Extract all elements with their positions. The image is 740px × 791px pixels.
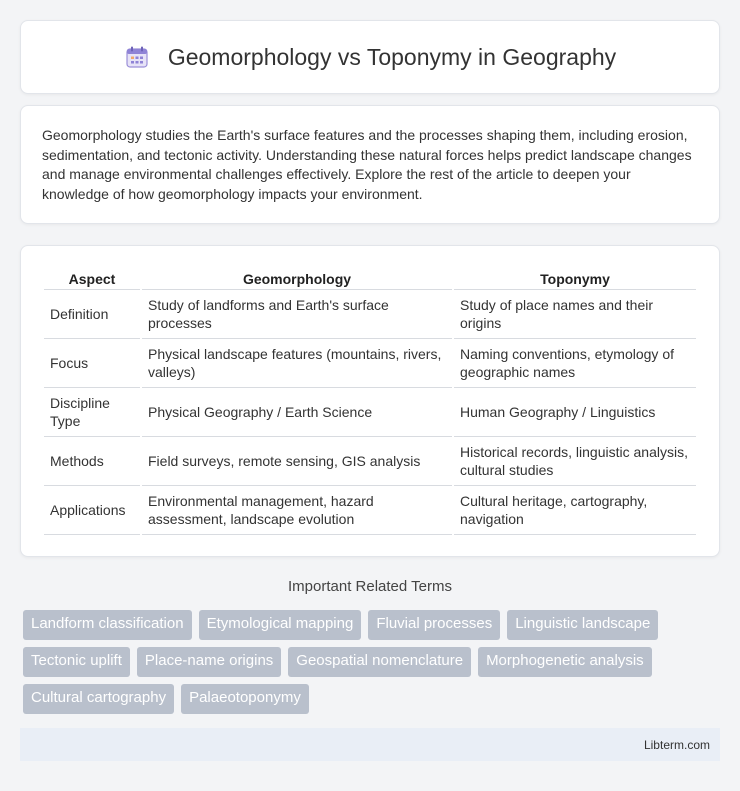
table-row bbox=[44, 437, 696, 486]
table-row bbox=[44, 388, 696, 437]
table-cell: Environmental management, hazard assessment, landscape evolution bbox=[142, 486, 452, 535]
intro-card bbox=[20, 105, 720, 224]
table-row bbox=[44, 339, 696, 388]
comparison-table bbox=[42, 264, 698, 535]
table-cell: Study of landforms and Earth's surface processes bbox=[142, 290, 452, 339]
table-cell: Cultural heritage, cartography, navigation bbox=[454, 486, 696, 535]
table-cell: Focus bbox=[44, 339, 140, 388]
tag-linguistic-landscape[interactable]: Linguistic landscape bbox=[507, 610, 658, 640]
related-terms-section bbox=[20, 578, 720, 714]
tag-tectonic-uplift[interactable]: Tectonic uplift bbox=[23, 647, 130, 677]
related-terms-tags bbox=[20, 610, 720, 714]
table-cell: Human Geography / Linguistics bbox=[454, 388, 696, 437]
table-cell: Definition bbox=[44, 290, 140, 339]
table-row bbox=[44, 290, 696, 339]
column-header-aspect: Aspect bbox=[44, 264, 140, 290]
comparison-card bbox=[20, 245, 720, 557]
table-cell: Physical landscape features (mountains, rivers, valleys) bbox=[142, 339, 452, 388]
column-header-toponymy: Toponymy bbox=[454, 264, 696, 290]
table-cell: Methods bbox=[44, 437, 140, 486]
tag-place-name-origins[interactable]: Place-name origins bbox=[137, 647, 281, 677]
tag-geospatial-nomenclature[interactable]: Geospatial nomenclature bbox=[288, 647, 471, 677]
table-cell: Discipline Type bbox=[44, 388, 140, 437]
table-header-row bbox=[44, 264, 696, 290]
table-row bbox=[44, 486, 696, 535]
table-cell: Physical Geography / Earth Science bbox=[142, 388, 452, 437]
column-header-geomorphology: Geomorphology bbox=[142, 264, 452, 290]
related-terms-title: Important Related Terms bbox=[288, 578, 452, 595]
intro-text: Geomorphology studies the Earth's surface features and the processes shaping them, including erosion, sedimentation, and tectonic activity. Understanding these natural forces helps predict landscape changes and manage environmental challenges effectively. Explore the rest of the article to deepen your knowledge of how geomorphology impacts your environment. bbox=[42, 127, 692, 202]
footer-site-link[interactable]: Libterm.com bbox=[643, 737, 710, 752]
tag-cultural-cartography[interactable]: Cultural cartography bbox=[23, 684, 174, 714]
table-cell: Historical records, linguistic analysis, cultural studies bbox=[454, 437, 696, 486]
tag-morphogenetic-analysis[interactable]: Morphogenetic analysis bbox=[478, 647, 652, 677]
calendar-icon bbox=[124, 44, 150, 70]
tag-fluvial-processes[interactable]: Fluvial processes bbox=[368, 610, 500, 640]
page-title: Geomorphology vs Toponymy in Geography bbox=[167, 43, 617, 70]
header-card bbox=[20, 20, 720, 94]
table-cell: Study of place names and their origins bbox=[454, 290, 696, 339]
table-cell: Applications bbox=[44, 486, 140, 535]
tag-etymological-mapping[interactable]: Etymological mapping bbox=[199, 610, 362, 640]
tag-palaeotoponymy[interactable]: Palaeotoponymy bbox=[181, 684, 309, 714]
footer bbox=[20, 728, 720, 761]
table-cell: Naming conventions, etymology of geographic names bbox=[454, 339, 696, 388]
tag-landform-classification[interactable]: Landform classification bbox=[23, 610, 192, 640]
table-cell: Field surveys, remote sensing, GIS analysis bbox=[142, 437, 452, 486]
